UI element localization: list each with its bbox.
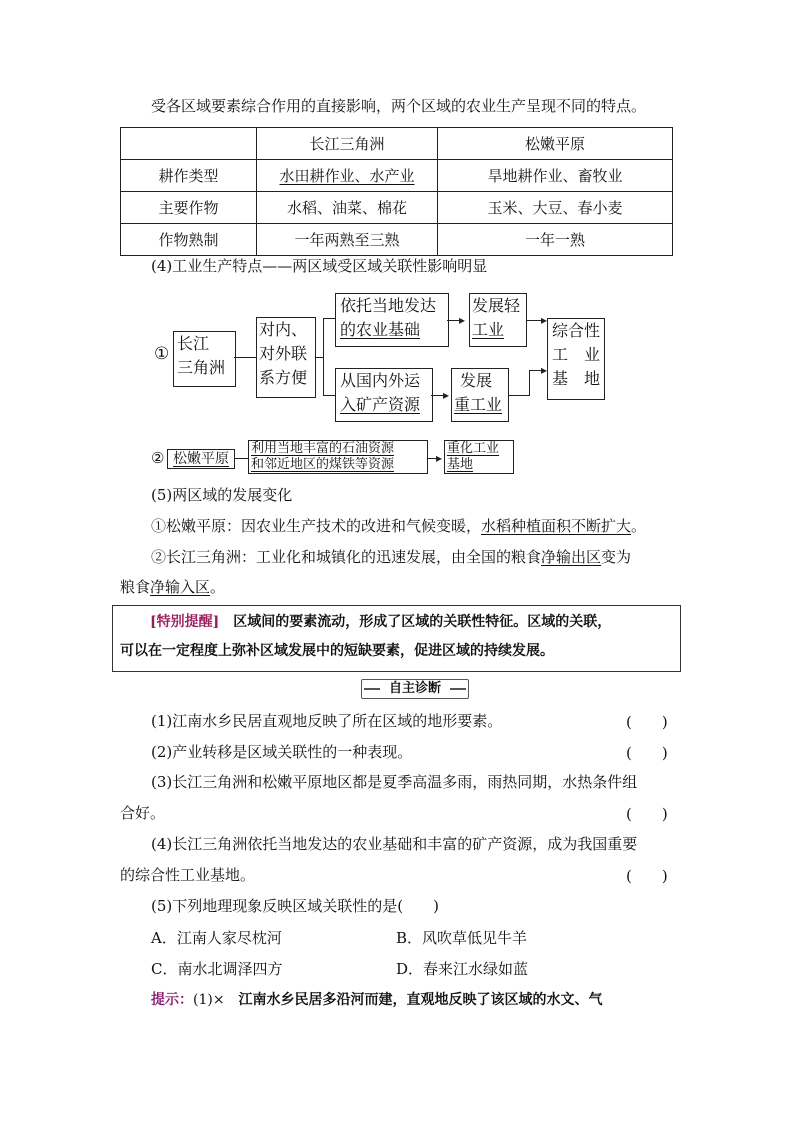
region-label: 长江 bbox=[177, 334, 210, 353]
section-header bbox=[361, 679, 469, 699]
table-header-cell: 松嫩平原 bbox=[438, 128, 673, 160]
table-header-cell: 长江三角洲 bbox=[257, 128, 438, 160]
change-text: 粮食 bbox=[120, 578, 151, 596]
top-source-box bbox=[335, 293, 449, 347]
arrow-line bbox=[509, 395, 529, 396]
diagram-marker: ② bbox=[151, 449, 165, 467]
result-label: 基地 bbox=[447, 457, 474, 472]
change-underlined: 净输出区 bbox=[541, 548, 602, 566]
reminder-tag: [特别提醒] bbox=[150, 614, 220, 630]
option-d[interactable]: D．春来江水绿如蓝 bbox=[396, 960, 529, 978]
change-yangtze-line1 bbox=[151, 547, 631, 567]
arrow-right-icon: ▸ bbox=[459, 313, 466, 327]
source-label: 和邻近地区的煤铁等资源 bbox=[251, 457, 395, 472]
answer-blank[interactable]: ( ) bbox=[626, 744, 668, 762]
diagram-marker: ① bbox=[154, 344, 170, 364]
region-label: 松嫩平原 bbox=[173, 451, 229, 467]
question-4-line-1: (4)长江三角洲依托当地发达的农业基础和丰富的矿产资源，成为我国重要 bbox=[151, 835, 638, 853]
change-text: 。 bbox=[210, 578, 226, 596]
result-label: 工业 bbox=[472, 320, 505, 339]
connector-line bbox=[315, 357, 323, 358]
source-label: 依托当地发达 bbox=[340, 296, 437, 315]
songnen-result-box bbox=[444, 440, 514, 474]
question-3-line-2: 合好。 bbox=[120, 804, 166, 822]
change-songnen bbox=[151, 516, 646, 536]
bracket-line bbox=[323, 318, 335, 319]
source-label: 入矿产资源 bbox=[340, 395, 421, 414]
answer-blank[interactable]: ( ) bbox=[626, 867, 668, 885]
final-box bbox=[547, 318, 605, 400]
bracket-line bbox=[323, 318, 324, 396]
result-label: 重化工业 bbox=[447, 441, 500, 456]
connector-line bbox=[234, 357, 256, 358]
change-yangtze-line2 bbox=[120, 577, 225, 597]
answer-blank[interactable]: ( ) bbox=[626, 713, 668, 731]
answer-blank[interactable]: ( ) bbox=[626, 805, 668, 823]
table-cell: 一年两熟至三熟 bbox=[257, 224, 438, 256]
region-box-songnen bbox=[167, 449, 235, 469]
arrow-right-icon: ▸ bbox=[443, 388, 450, 402]
question-4-line-2: 的综合性工业基地。 bbox=[120, 866, 256, 884]
final-label: 综合性 bbox=[551, 321, 600, 340]
hint-answer: (1)× bbox=[193, 992, 225, 1008]
final-label: 工 业 bbox=[551, 345, 600, 364]
final-label: 基 地 bbox=[551, 369, 600, 388]
connector-line bbox=[234, 458, 248, 459]
table-cell: 主要作物 bbox=[121, 192, 257, 224]
condition-box bbox=[256, 317, 316, 398]
change-text: ②长江三角洲：工业化和城镇化的迅速发展，由全国的粮食 bbox=[151, 548, 542, 566]
arrow-right-icon: ▸ bbox=[541, 313, 548, 327]
table-cell: 水田耕作业、水产业 bbox=[257, 160, 438, 192]
table-cell: 水稻、油菜、棉花 bbox=[257, 192, 438, 224]
table-cell: 耕作类型 bbox=[121, 160, 257, 192]
option-c[interactable]: C．南水北调泽四方 bbox=[151, 960, 283, 978]
table-header-cell bbox=[121, 128, 257, 160]
condition-label: 对外联 bbox=[259, 344, 308, 363]
reminder-text: 区域间的要素流动，形成了区域的关联性特征。区域的关联， bbox=[219, 614, 612, 630]
option-a[interactable]: A．江南人家尽枕河 bbox=[151, 929, 282, 947]
source-label: 的农业基础 bbox=[340, 320, 421, 339]
songnen-source-box bbox=[248, 440, 428, 474]
arrow-right-icon: ▸ bbox=[436, 451, 443, 465]
result-label: 发展轻 bbox=[472, 296, 521, 315]
table-cell: 玉米、大豆、春小麦 bbox=[438, 192, 673, 224]
question-2: (2)产业转移是区域关联性的一种表现。 bbox=[151, 743, 413, 761]
hint-label: 提示： bbox=[151, 992, 193, 1008]
table-cell: 旱地耕作业、畜牧业 bbox=[438, 160, 673, 192]
result-label: 发展 bbox=[460, 371, 493, 390]
region-box-yangtze bbox=[173, 331, 236, 387]
bottom-source-box bbox=[335, 368, 433, 422]
table-row bbox=[121, 160, 673, 192]
table-row bbox=[121, 224, 673, 256]
intro-text: 受各区域要素综合作用的直接影响，两个区域的农业生产呈现不同的特点。 bbox=[151, 97, 647, 115]
question-1: (1)江南水乡民居直观地反映了所在区域的地形要素。 bbox=[151, 712, 503, 730]
change-text: ①松嫩平原：因农业生产技术的改进和气候变暖， bbox=[151, 517, 482, 535]
condition-label: 对内、 bbox=[259, 320, 308, 339]
question-5: (5)下列地理现象反映区域关联性的是( ) bbox=[151, 897, 439, 915]
hint-text: 江南水乡民居多沿河而建，直观地反映了该区域的水文、气 bbox=[224, 992, 603, 1008]
source-label: 从国内外运 bbox=[340, 371, 421, 390]
result-label: 重工业 bbox=[454, 395, 503, 414]
section-5-title: (5)两区域的发展变化 bbox=[151, 486, 293, 504]
option-b[interactable]: B．风吹草低见牛羊 bbox=[396, 929, 528, 947]
section-header-label: 自主诊断 bbox=[388, 681, 441, 696]
comparison-table bbox=[120, 127, 673, 256]
reminder-line-2: 可以在一定程度上弥补区域发展中的短缺要素，促进区域的持续发展。 bbox=[120, 643, 554, 659]
question-3-line-1: (3)长江三角洲和松嫩平原地区都是夏季高温多雨，雨热同期，水热条件组 bbox=[151, 773, 638, 791]
change-text: 。 bbox=[631, 517, 647, 535]
arrow-right-icon: ▸ bbox=[541, 363, 548, 377]
top-result-box bbox=[469, 293, 527, 347]
condition-label: 系方便 bbox=[259, 368, 308, 387]
hint-line bbox=[151, 990, 603, 1010]
change-underlined: 净输入区 bbox=[150, 578, 211, 596]
reminder-line-1 bbox=[150, 612, 611, 632]
bottom-result-box bbox=[451, 368, 509, 422]
source-label: 利用当地丰富的石油资源 bbox=[251, 441, 395, 456]
table-header-row bbox=[121, 128, 673, 160]
table-cell: 一年一熟 bbox=[438, 224, 673, 256]
change-text: 变为 bbox=[601, 548, 632, 566]
arrow-line bbox=[529, 370, 530, 396]
table-cell: 作物熟制 bbox=[121, 224, 257, 256]
region-label: 三角洲 bbox=[177, 358, 226, 377]
table-row bbox=[121, 192, 673, 224]
change-underlined: 水稻种植面积不断扩大 bbox=[481, 517, 632, 535]
bracket-line bbox=[323, 395, 335, 396]
section-4-title: (4)工业生产特点——两区域受区域关联性影响明显 bbox=[151, 257, 488, 275]
